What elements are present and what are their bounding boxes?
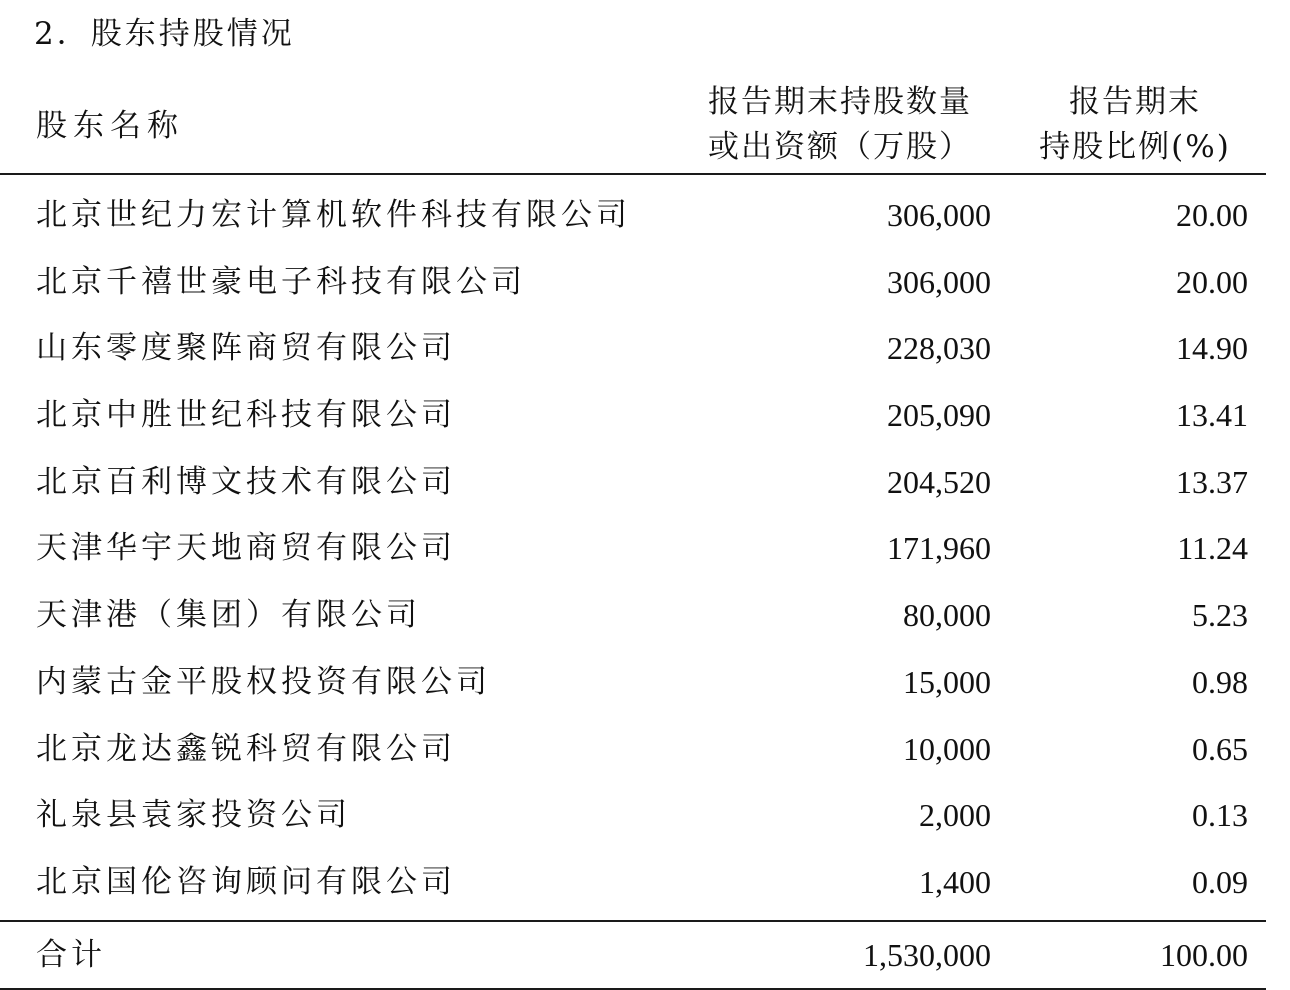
- header-share-ratio-line1: 报告期末: [1069, 84, 1201, 120]
- share-quantity: 10,000: [903, 730, 991, 767]
- shareholder-name: 北京百利博文技术有限公司: [36, 463, 456, 500]
- share-ratio: 20.00: [1176, 263, 1248, 300]
- shareholder-name: 北京国伦咨询顾问有限公司: [36, 863, 456, 900]
- table-row: [0, 249, 1266, 316]
- section-title: 2．股东持股情况: [34, 16, 295, 52]
- share-ratio: 0.65: [1192, 730, 1248, 767]
- table-row: [0, 315, 1266, 382]
- header-shareholder-name: 股东名称: [36, 108, 184, 144]
- share-quantity: 205,090: [887, 397, 991, 434]
- table-row: [0, 649, 1266, 716]
- share-quantity: 80,000: [903, 597, 991, 634]
- table-row: [0, 849, 1266, 916]
- share-quantity: 306,000: [887, 263, 991, 300]
- shareholder-name: 北京世纪力宏计算机软件科技有限公司: [36, 197, 631, 233]
- header-share-quantity-line2: 或出资额（万股）: [708, 129, 972, 165]
- share-ratio: 5.23: [1192, 597, 1248, 634]
- share-quantity: 2,000: [919, 797, 991, 834]
- header-share-quantity-line1: 报告期末持股数量: [708, 84, 972, 120]
- share-ratio: 11.24: [1177, 530, 1248, 567]
- table-row: [0, 782, 1266, 849]
- shareholder-name: 北京龙达鑫锐科贸有限公司: [36, 730, 456, 767]
- share-quantity: 228,030: [887, 330, 991, 367]
- shareholder-name: 北京千禧世豪电子科技有限公司: [36, 263, 526, 300]
- table-row: [0, 182, 1266, 249]
- share-quantity: 15,000: [903, 663, 991, 700]
- share-ratio: 13.41: [1176, 397, 1248, 434]
- share-ratio: 13.37: [1176, 463, 1248, 500]
- share-quantity: 306,000: [887, 197, 991, 233]
- header-share-quantity: [690, 80, 990, 170]
- header-share-ratio: [1015, 80, 1255, 170]
- table-header: [0, 74, 1266, 175]
- total-label: 合计: [36, 936, 106, 973]
- total-ratio: 100.00: [1160, 936, 1248, 973]
- share-ratio: 20.00: [1176, 197, 1248, 233]
- table-row: [0, 515, 1266, 582]
- table-row: [0, 582, 1266, 649]
- shareholder-table: [0, 74, 1266, 990]
- share-ratio: 0.09: [1192, 863, 1248, 900]
- share-quantity: 171,960: [887, 530, 991, 567]
- shareholder-name: 山东零度聚阵商贸有限公司: [36, 330, 456, 367]
- table-row: [0, 382, 1266, 449]
- shareholder-name: 天津华宇天地商贸有限公司: [36, 530, 456, 567]
- shareholder-name: 天津港（集团）有限公司: [36, 597, 421, 634]
- table-row: [0, 449, 1266, 516]
- total-row: [0, 922, 1266, 990]
- shareholder-name: 内蒙古金平股权投资有限公司: [36, 663, 491, 700]
- shareholder-name: 北京中胜世纪科技有限公司: [36, 397, 456, 434]
- share-ratio: 0.98: [1192, 663, 1248, 700]
- share-quantity: 204,520: [887, 463, 991, 500]
- table-row: [0, 716, 1266, 783]
- total-quantity: 1,530,000: [863, 936, 991, 973]
- shareholder-name: 礼泉县袁家投资公司: [36, 797, 351, 834]
- table-body: [0, 175, 1266, 922]
- share-quantity: 1,400: [919, 863, 991, 900]
- header-share-ratio-line2: 持股比例(%): [1039, 129, 1231, 165]
- share-ratio: 0.13: [1192, 797, 1248, 834]
- share-ratio: 14.90: [1176, 330, 1248, 367]
